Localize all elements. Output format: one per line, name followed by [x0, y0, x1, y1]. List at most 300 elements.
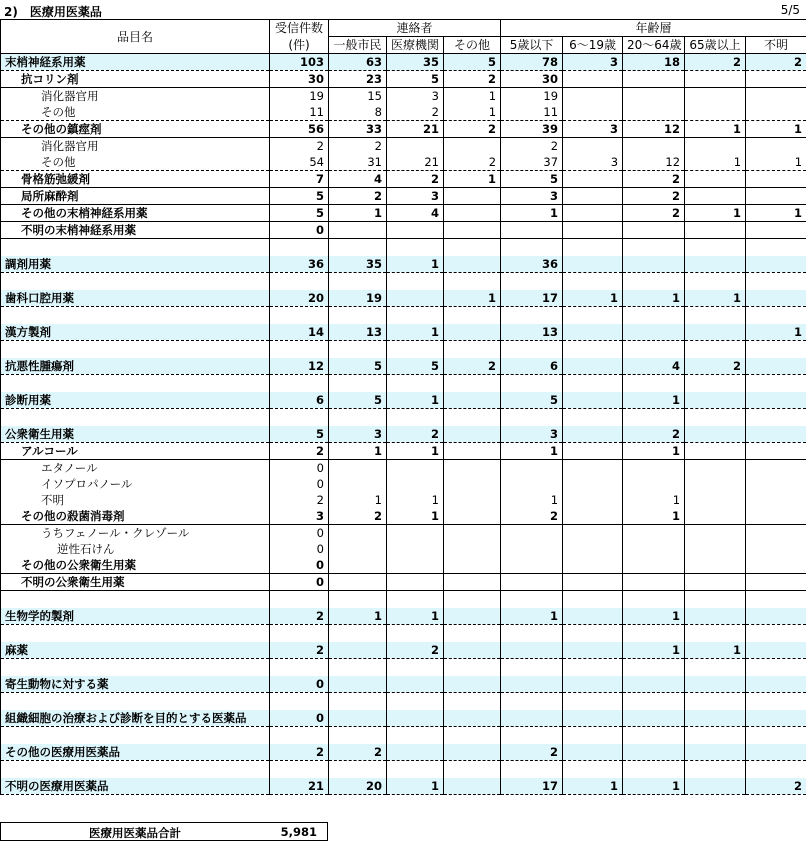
table-row	[1, 642, 806, 659]
row-value	[685, 574, 746, 591]
row-value	[501, 273, 563, 291]
row-value	[270, 341, 329, 359]
row-value	[623, 239, 685, 257]
row-value	[746, 676, 806, 693]
row-value: 0	[270, 541, 329, 557]
row-value	[501, 307, 563, 325]
row-value	[563, 324, 623, 341]
row-value	[685, 727, 746, 745]
row-value	[746, 591, 806, 609]
row-label	[1, 307, 270, 325]
table-row	[1, 508, 806, 525]
row-value: 63	[329, 54, 387, 71]
row-label: うちフェノール・クレゾール	[1, 525, 270, 542]
row-value: 0	[270, 676, 329, 693]
row-value	[501, 574, 563, 591]
row-value: 1	[329, 205, 387, 222]
row-value	[501, 341, 563, 359]
header-item: 品目名	[1, 20, 270, 54]
row-value: 36	[270, 256, 329, 273]
row-value	[444, 138, 501, 155]
row-value: 56	[270, 121, 329, 138]
table-row	[1, 154, 806, 171]
row-value: 5	[270, 205, 329, 222]
row-value	[387, 659, 444, 677]
row-value	[501, 676, 563, 693]
row-label	[1, 409, 270, 427]
row-value	[501, 409, 563, 427]
row-label: 組織細胞の治療および診断を目的とする医薬品	[1, 710, 270, 727]
row-value	[746, 443, 806, 460]
row-value: 2	[623, 171, 685, 188]
row-value	[746, 508, 806, 525]
row-value: 1	[623, 508, 685, 525]
row-value: 2	[387, 642, 444, 659]
row-value: 20	[270, 290, 329, 307]
row-value: 4	[329, 171, 387, 188]
row-value: 1	[387, 608, 444, 625]
row-value	[563, 508, 623, 525]
table-row	[1, 324, 806, 341]
row-value	[444, 222, 501, 239]
row-value	[623, 476, 685, 492]
row-value	[563, 358, 623, 375]
row-value	[685, 508, 746, 525]
row-value	[623, 71, 685, 88]
row-value: 2	[623, 188, 685, 205]
row-value	[746, 171, 806, 188]
row-value	[444, 693, 501, 711]
row-value	[685, 625, 746, 643]
row-value	[685, 460, 746, 477]
row-value	[444, 574, 501, 591]
row-value	[444, 608, 501, 625]
row-value	[746, 88, 806, 105]
row-value	[623, 557, 685, 574]
row-value	[444, 307, 501, 325]
row-value: 8	[329, 104, 387, 121]
row-value: 1	[329, 492, 387, 508]
row-value	[387, 625, 444, 643]
row-value	[387, 525, 444, 542]
row-value	[623, 591, 685, 609]
row-value	[746, 541, 806, 557]
row-label: その他の公衆衛生用薬	[1, 557, 270, 574]
row-value	[685, 71, 746, 88]
row-value	[563, 625, 623, 643]
row-value	[329, 727, 387, 745]
row-value	[623, 574, 685, 591]
row-value	[563, 761, 623, 779]
row-value: 0	[270, 525, 329, 542]
spacer-row	[1, 341, 806, 359]
row-value	[563, 341, 623, 359]
row-value	[270, 307, 329, 325]
row-value: 31	[329, 154, 387, 171]
header-contact: 連絡者	[329, 20, 501, 37]
row-label	[1, 693, 270, 711]
row-value: 30	[270, 71, 329, 88]
row-value: 2	[270, 642, 329, 659]
row-label: 逆性石けん	[1, 541, 270, 557]
row-label: 公衆衛生用薬	[1, 426, 270, 443]
row-value	[270, 625, 329, 643]
row-value	[685, 324, 746, 341]
spacer-row	[1, 273, 806, 291]
row-value: 3	[563, 121, 623, 138]
row-value: 21	[387, 121, 444, 138]
row-value	[623, 676, 685, 693]
row-value: 6	[501, 358, 563, 375]
row-value	[746, 307, 806, 325]
row-value	[444, 188, 501, 205]
row-value: 37	[501, 154, 563, 171]
row-value	[685, 188, 746, 205]
row-label: イソプロパノール	[1, 476, 270, 492]
row-value: 1	[685, 290, 746, 307]
row-label	[1, 625, 270, 643]
row-value	[501, 693, 563, 711]
row-value	[563, 392, 623, 409]
page-number: 5/5	[780, 3, 800, 17]
row-label: 不明	[1, 492, 270, 508]
row-value	[444, 727, 501, 745]
row-value	[444, 443, 501, 460]
row-value	[444, 625, 501, 643]
spacer-row	[1, 409, 806, 427]
row-label: 麻薬	[1, 642, 270, 659]
row-value: 1	[387, 392, 444, 409]
row-value	[563, 426, 623, 443]
row-value: 35	[329, 256, 387, 273]
row-value	[329, 476, 387, 492]
row-value	[685, 659, 746, 677]
spacer-row	[1, 727, 806, 745]
row-value	[563, 138, 623, 155]
table-row	[1, 574, 806, 591]
row-value: 2	[623, 426, 685, 443]
row-value: 5	[329, 392, 387, 409]
row-value: 78	[501, 54, 563, 71]
row-value	[623, 710, 685, 727]
row-value	[685, 256, 746, 273]
row-value	[623, 273, 685, 291]
row-value: 11	[501, 104, 563, 121]
report-table	[0, 19, 806, 795]
table-row	[1, 676, 806, 693]
row-value	[685, 778, 746, 795]
row-value	[329, 222, 387, 239]
row-value: 12	[270, 358, 329, 375]
row-value: 1	[685, 121, 746, 138]
row-value	[501, 525, 563, 542]
row-value: 1	[623, 392, 685, 409]
row-value	[329, 710, 387, 727]
row-value	[746, 608, 806, 625]
total-value: 5,981	[280, 825, 317, 839]
row-value: 4	[387, 205, 444, 222]
row-value: 3	[563, 54, 623, 71]
row-value	[563, 104, 623, 121]
row-value: 0	[270, 476, 329, 492]
row-value: 6	[270, 392, 329, 409]
row-value	[444, 761, 501, 779]
header-col: 一般市民	[329, 37, 387, 54]
table-row	[1, 188, 806, 205]
row-value: 1	[501, 443, 563, 460]
row-value	[444, 392, 501, 409]
row-value	[746, 460, 806, 477]
row-value	[746, 744, 806, 761]
row-value	[685, 492, 746, 508]
header-col: 65歳以上	[685, 37, 746, 54]
table-row	[1, 290, 806, 307]
spacer-row	[1, 761, 806, 779]
row-value	[444, 744, 501, 761]
row-value: 2	[329, 138, 387, 155]
row-value	[329, 341, 387, 359]
row-value: 14	[270, 324, 329, 341]
row-value	[387, 541, 444, 557]
row-value	[329, 307, 387, 325]
total-box	[0, 822, 328, 841]
row-value	[444, 273, 501, 291]
row-value	[444, 525, 501, 542]
row-value	[329, 239, 387, 257]
row-value	[444, 659, 501, 677]
row-value	[501, 222, 563, 239]
row-value: 1	[387, 508, 444, 525]
row-value: 2	[270, 492, 329, 508]
row-value	[563, 71, 623, 88]
row-value: 1	[563, 778, 623, 795]
row-value	[746, 476, 806, 492]
row-value	[685, 307, 746, 325]
table-row	[1, 492, 806, 508]
row-label: 診断用薬	[1, 392, 270, 409]
row-value: 1	[444, 171, 501, 188]
row-value: 2	[685, 54, 746, 71]
header-age: 年齢層	[501, 20, 806, 37]
row-value: 5	[270, 188, 329, 205]
row-value: 2	[329, 744, 387, 761]
row-label	[1, 761, 270, 779]
row-value	[746, 71, 806, 88]
header-col: 不明	[746, 37, 806, 54]
row-value	[329, 460, 387, 477]
row-value	[501, 642, 563, 659]
section-title: 2) 医療用医薬品	[4, 5, 102, 19]
row-value	[746, 375, 806, 393]
row-value	[444, 642, 501, 659]
row-value	[746, 104, 806, 121]
row-value	[444, 557, 501, 574]
row-value	[444, 476, 501, 492]
row-value: 5	[501, 392, 563, 409]
row-value	[444, 256, 501, 273]
table-row	[1, 256, 806, 273]
row-value: 2	[746, 778, 806, 795]
row-value: 2	[444, 358, 501, 375]
table-row	[1, 608, 806, 625]
row-value	[563, 222, 623, 239]
row-value	[685, 426, 746, 443]
row-value: 1	[623, 290, 685, 307]
table-row	[1, 104, 806, 121]
row-value	[563, 375, 623, 393]
row-value	[623, 744, 685, 761]
row-value	[563, 693, 623, 711]
row-value: 2	[329, 508, 387, 525]
row-value: 1	[387, 492, 444, 508]
row-value	[387, 341, 444, 359]
row-value	[329, 625, 387, 643]
row-label: その他の末梢神経系用薬	[1, 205, 270, 222]
row-label: 消化器官用	[1, 88, 270, 105]
row-value	[685, 693, 746, 711]
row-value	[623, 307, 685, 325]
row-value: 11	[270, 104, 329, 121]
row-value	[563, 557, 623, 574]
table-row	[1, 476, 806, 492]
row-label: アルコール	[1, 443, 270, 460]
row-value: 23	[329, 71, 387, 88]
row-value	[623, 693, 685, 711]
row-value	[270, 761, 329, 779]
row-value: 1	[387, 443, 444, 460]
row-value	[685, 273, 746, 291]
row-value	[563, 205, 623, 222]
row-value	[501, 710, 563, 727]
row-value	[329, 676, 387, 693]
row-value	[685, 171, 746, 188]
row-label	[1, 273, 270, 291]
row-value: 20	[329, 778, 387, 795]
row-label: 抗悪性腫瘍剤	[1, 358, 270, 375]
row-value	[746, 239, 806, 257]
row-value	[329, 659, 387, 677]
row-value	[444, 541, 501, 557]
row-value	[387, 676, 444, 693]
row-value: 5	[444, 54, 501, 71]
row-value	[685, 375, 746, 393]
row-value	[563, 460, 623, 477]
row-value	[685, 557, 746, 574]
row-label: 漢方製剤	[1, 324, 270, 341]
row-value	[329, 761, 387, 779]
row-value: 1	[623, 778, 685, 795]
row-value	[501, 460, 563, 477]
row-value: 15	[329, 88, 387, 105]
row-value	[329, 574, 387, 591]
row-value: 1	[746, 121, 806, 138]
row-value	[444, 460, 501, 477]
row-value	[270, 693, 329, 711]
table-row	[1, 392, 806, 409]
row-value: 2	[329, 188, 387, 205]
table-row	[1, 205, 806, 222]
table-row	[1, 88, 806, 105]
row-value: 2	[501, 744, 563, 761]
table-row	[1, 443, 806, 460]
row-value: 17	[501, 778, 563, 795]
row-value	[329, 273, 387, 291]
row-value	[270, 409, 329, 427]
row-value	[387, 273, 444, 291]
row-value	[685, 88, 746, 105]
row-value	[685, 138, 746, 155]
row-value	[444, 426, 501, 443]
row-label: 不明の医療用医薬品	[1, 778, 270, 795]
row-value	[746, 659, 806, 677]
row-label: その他の殺菌消毒剤	[1, 508, 270, 525]
row-value: 5	[387, 71, 444, 88]
spacer-row	[1, 307, 806, 325]
row-value: 21	[270, 778, 329, 795]
table-row	[1, 557, 806, 574]
row-value	[329, 557, 387, 574]
header-row-1	[1, 20, 806, 37]
row-value	[387, 138, 444, 155]
row-value	[563, 171, 623, 188]
row-label: その他の医療用医薬品	[1, 744, 270, 761]
table-row	[1, 71, 806, 88]
row-value: 0	[270, 574, 329, 591]
header-col: 20～64歳	[623, 37, 685, 54]
row-value	[685, 104, 746, 121]
table-row	[1, 358, 806, 375]
row-value	[746, 392, 806, 409]
row-value	[746, 341, 806, 359]
row-value	[444, 591, 501, 609]
row-value	[746, 557, 806, 574]
row-label: エタノール	[1, 460, 270, 477]
spacer-row	[1, 625, 806, 643]
row-value	[685, 744, 746, 761]
row-value: 5	[501, 171, 563, 188]
row-value	[746, 492, 806, 508]
row-value: 2	[444, 121, 501, 138]
row-value	[685, 443, 746, 460]
page-header	[0, 0, 806, 19]
row-value	[623, 460, 685, 477]
row-label	[1, 659, 270, 677]
row-value	[501, 591, 563, 609]
row-value	[387, 290, 444, 307]
row-value: 17	[501, 290, 563, 307]
row-value	[329, 591, 387, 609]
row-value: 2	[746, 54, 806, 71]
row-value	[563, 307, 623, 325]
row-value: 33	[329, 121, 387, 138]
row-value	[501, 239, 563, 257]
row-label	[1, 727, 270, 745]
row-value	[746, 693, 806, 711]
row-value	[685, 222, 746, 239]
row-value: 1	[501, 492, 563, 508]
row-label	[1, 341, 270, 359]
row-value: 2	[270, 443, 329, 460]
row-value	[563, 744, 623, 761]
row-value	[746, 358, 806, 375]
row-value	[746, 222, 806, 239]
row-value	[685, 591, 746, 609]
row-value: 3	[501, 188, 563, 205]
row-value	[685, 476, 746, 492]
row-value	[329, 693, 387, 711]
row-value	[685, 392, 746, 409]
row-value: 2	[444, 154, 501, 171]
